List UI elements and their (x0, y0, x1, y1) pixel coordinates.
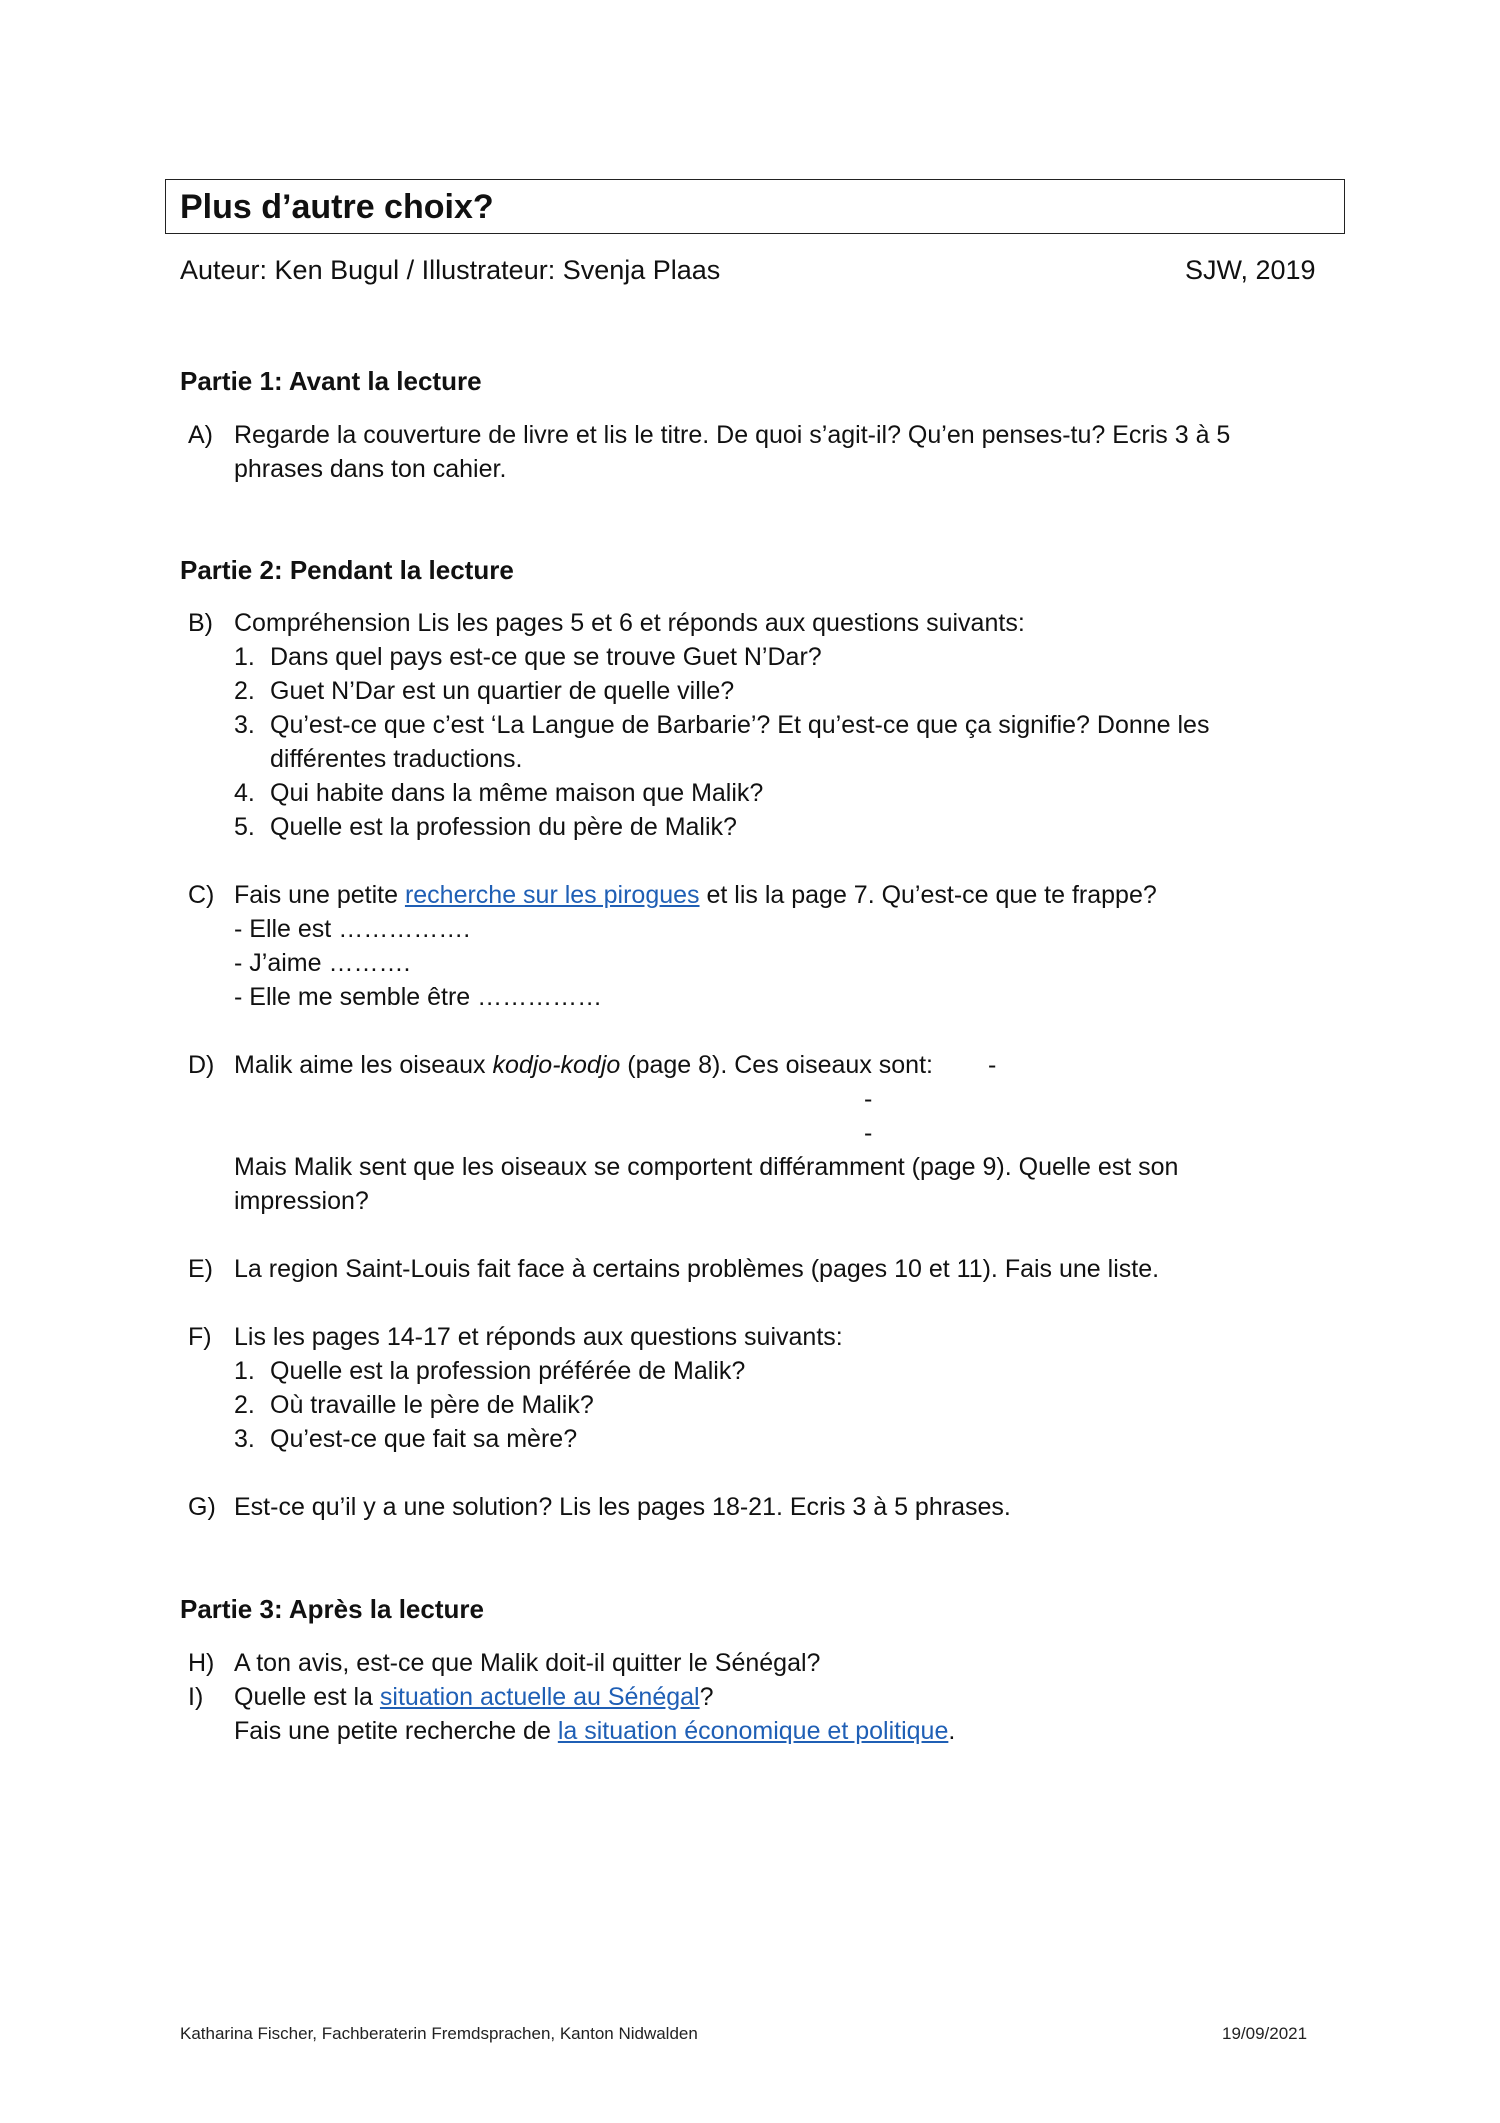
task-a-letter: A) (188, 421, 213, 449)
task-c-option-3: - Elle me semble être …………… (234, 983, 603, 1011)
footer-date: 19/09/2021 (1222, 2024, 1308, 2043)
task-f-question-2: 2. Où travaille le père de Malik? (234, 1391, 594, 1419)
task-d-text: Malik aime les oiseaux kodjo-kodjo (page 8). Ces oiseaux sont: (234, 1051, 933, 1079)
task-d-dash-1: - (988, 1051, 997, 1079)
task-b-question-3-cont: différentes traductions. (270, 745, 523, 773)
task-f-letter: F) (188, 1323, 212, 1351)
task-f-question-1: 1. Quelle est la profession préférée de Malik? (234, 1357, 746, 1385)
senegal-situation-link[interactable]: situation actuelle au Sénégal (379, 1683, 700, 1711)
publisher-year: SJW, 2019 (1185, 255, 1316, 285)
task-e-text: La region Saint-Louis fait face à certains problèmes (pages 10 et 11). Fais une liste. (234, 1255, 1160, 1283)
task-f-intro: Lis les pages 14-17 et réponds aux questions suivants: (234, 1323, 843, 1351)
task-e-letter: E) (188, 1255, 213, 1283)
task-d-letter: D) (188, 1051, 215, 1079)
task-b-question-3: 3. Qu’est-ce que c’est ‘La Langue de Barbarie’? Et qu’est-ce que ça signifie? Donne les (234, 711, 1210, 739)
task-b-question-1: 1. Dans quel pays est-ce que se trouve Guet N’Dar? (234, 643, 822, 671)
author-line: Auteur: Ken Bugul / Illustrateur: Svenja Plaas (180, 255, 721, 285)
task-d-line2: Mais Malik sent que les oiseaux se comportent différamment (page 9). Quelle est son (234, 1153, 1179, 1181)
part1-heading: Partie 1: Avant la lecture (180, 366, 482, 396)
task-a-line1: Regarde la couverture de livre et lis le titre. De quoi s’agit-il? Qu’en penses-tu? Ecris 3 à 5 (234, 421, 1231, 449)
footer-author: Katharina Fischer, Fachberaterin Fremdsprachen, Kanton Nidwalden (180, 2024, 698, 2043)
part3-heading: Partie 3: Après la lecture (180, 1594, 484, 1624)
pirogues-research-link[interactable]: recherche sur les pirogues (404, 881, 700, 909)
task-d-line3: impression? (234, 1187, 369, 1215)
task-f-question-3: 3. Qu’est-ce que fait sa mère? (234, 1425, 578, 1453)
task-b-letter: B) (188, 609, 213, 637)
task-c-text: Fais une petite recherche sur les pirogues et lis la page 7. Qu’est-ce que te frappe? (234, 881, 1157, 909)
economic-political-situation-link[interactable]: la situation économique et politique (557, 1717, 949, 1745)
task-c-option-2: - J’aime ………. (234, 949, 411, 977)
task-b-question-4: 4. Qui habite dans la même maison que Malik? (234, 779, 764, 807)
task-d-dash-2: - (864, 1085, 873, 1113)
task-c-letter: C) (188, 881, 215, 909)
task-g-letter: G) (188, 1493, 216, 1521)
task-h-text: A ton avis, est-ce que Malik doit-il quitter le Sénégal? (234, 1649, 821, 1677)
task-a-line2: phrases dans ton cahier. (234, 455, 507, 483)
task-i-line2: Fais une petite recherche de la situation économique et politique. (234, 1717, 956, 1745)
task-b-question-2: 2. Guet N’Dar est un quartier de quelle ville? (234, 677, 735, 705)
title-box (165, 179, 1345, 234)
task-h-letter: H) (188, 1649, 215, 1677)
task-c-option-1: - Elle est ……………. (234, 915, 471, 943)
task-i-letter: I) (188, 1683, 204, 1711)
task-b-intro: Compréhension Lis les pages 5 et 6 et réponds aux questions suivants: (234, 609, 1025, 637)
task-i-line1: Quelle est la situation actuelle au Sénégal? (234, 1683, 714, 1711)
task-d-dash-3: - (864, 1119, 873, 1147)
part2-heading: Partie 2: Pendant la lecture (180, 555, 514, 585)
task-b-question-5: 5. Quelle est la profession du père de Malik? (234, 813, 737, 841)
task-g-text: Est-ce qu’il y a une solution? Lis les pages 18-21. Ecris 3 à 5 phrases. (234, 1493, 1011, 1521)
page-title: Plus d’autre choix? (180, 188, 494, 226)
